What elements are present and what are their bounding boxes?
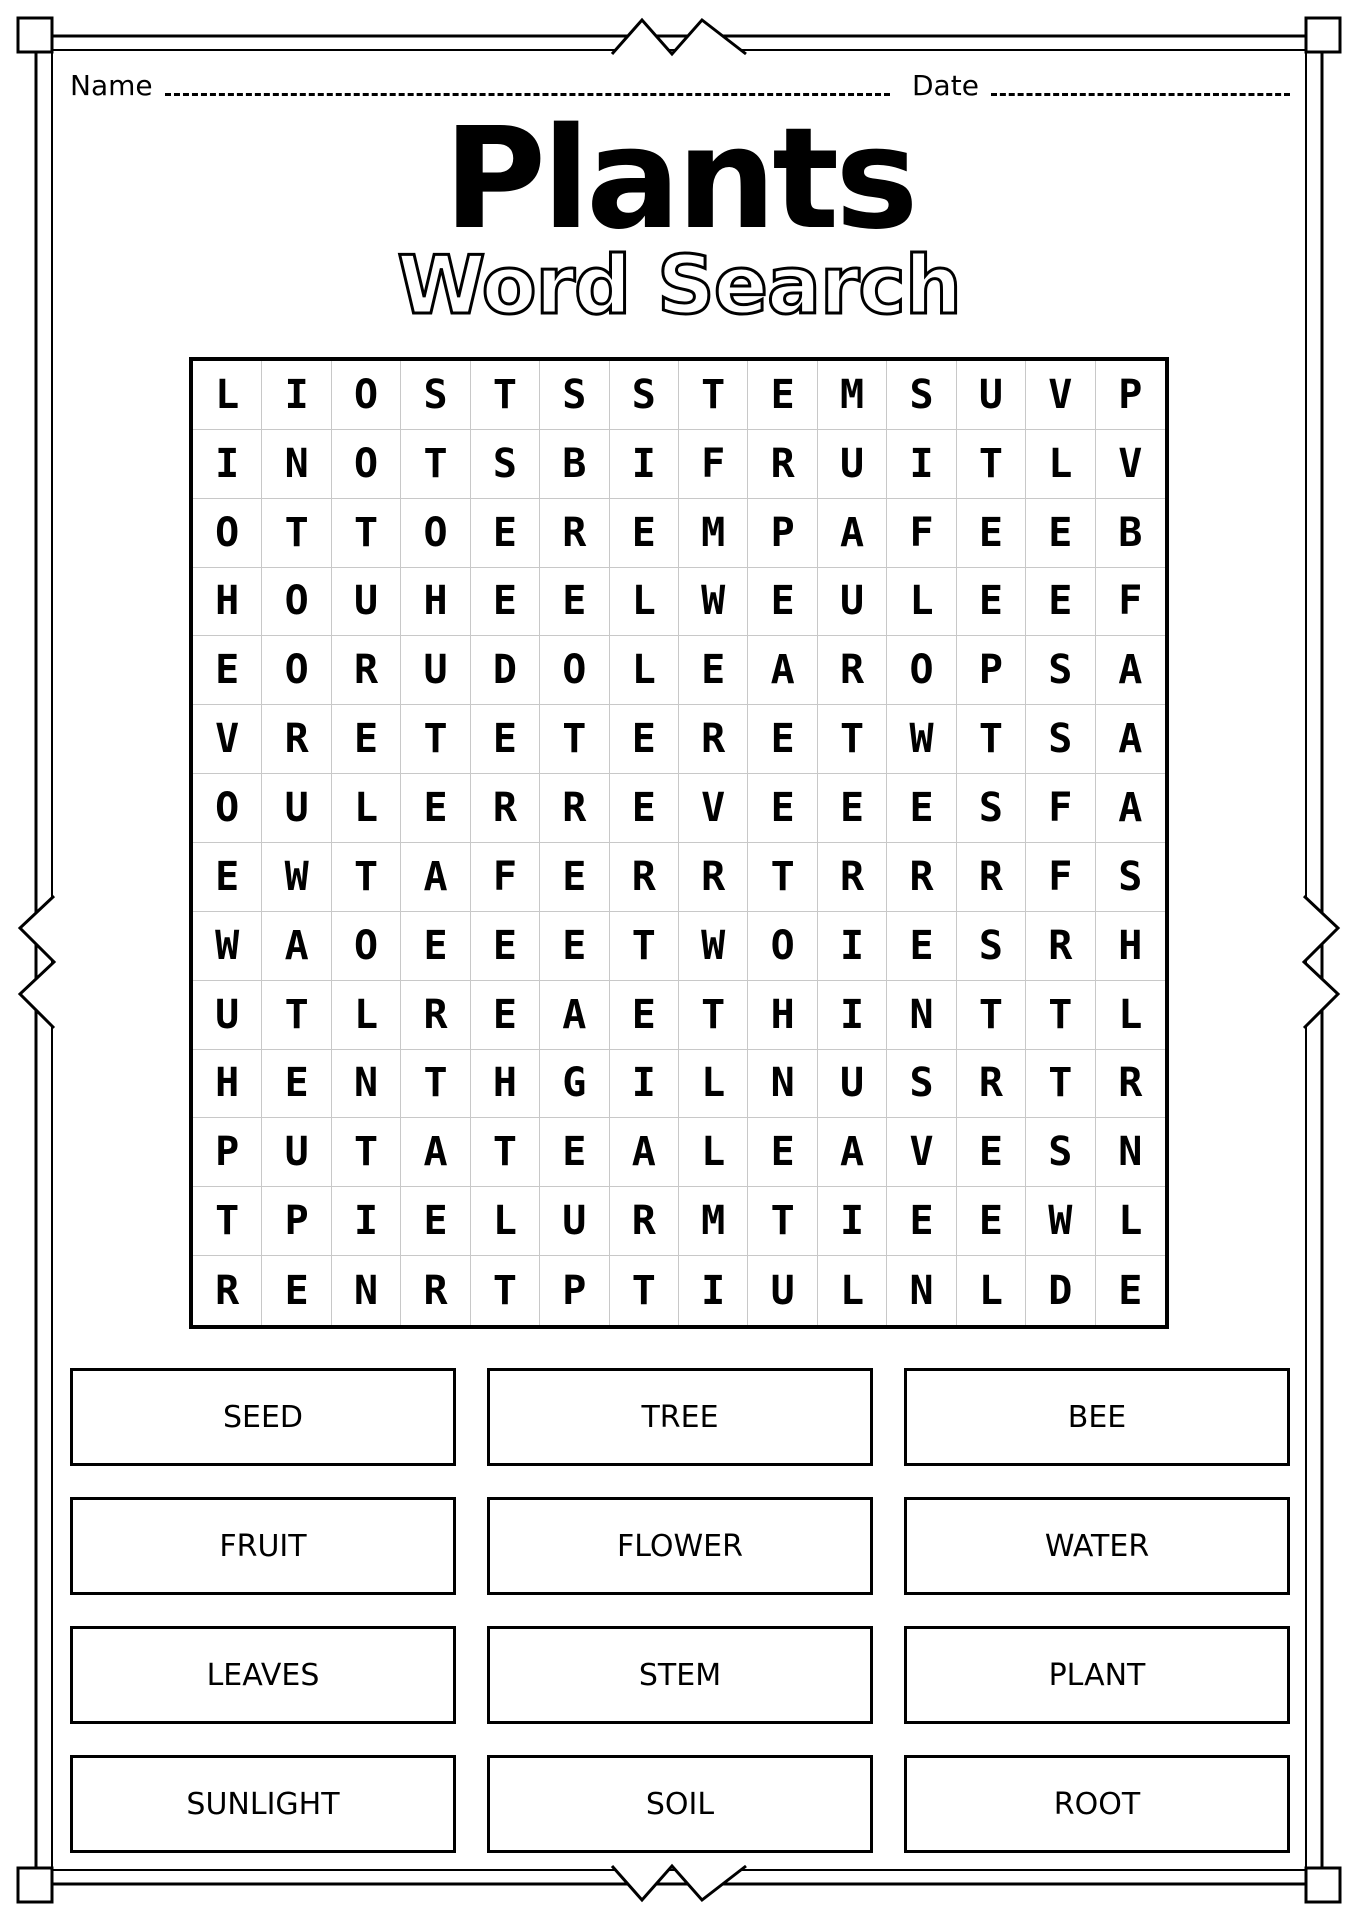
grid-cell[interactable]: E bbox=[887, 912, 956, 981]
grid-cell[interactable]: R bbox=[748, 430, 817, 499]
grid-cell[interactable]: I bbox=[610, 1050, 679, 1119]
grid-cell[interactable]: I bbox=[193, 430, 262, 499]
grid-cell[interactable]: N bbox=[332, 1050, 401, 1119]
word-bank-item: PLANT bbox=[904, 1626, 1290, 1724]
grid-cell[interactable]: U bbox=[332, 568, 401, 637]
grid-cell[interactable]: R bbox=[679, 843, 748, 912]
grid-cell[interactable]: H bbox=[748, 981, 817, 1050]
grid-cell[interactable]: E bbox=[818, 774, 887, 843]
grid-cell[interactable]: E bbox=[957, 499, 1026, 568]
grid-cell[interactable]: L bbox=[332, 774, 401, 843]
grid-cell[interactable]: T bbox=[332, 1118, 401, 1187]
grid-cell[interactable]: T bbox=[401, 1050, 470, 1119]
grid-cell[interactable]: A bbox=[262, 912, 331, 981]
grid-cell[interactable]: G bbox=[540, 1050, 609, 1119]
grid-cell[interactable]: U bbox=[748, 1256, 817, 1325]
date-field[interactable] bbox=[912, 62, 1290, 102]
grid-cell[interactable]: V bbox=[887, 1118, 956, 1187]
grid-cell[interactable]: E bbox=[610, 705, 679, 774]
grid-cell[interactable]: R bbox=[887, 843, 956, 912]
grid-cell[interactable]: B bbox=[1096, 499, 1165, 568]
grid-cell[interactable]: L bbox=[887, 568, 956, 637]
grid-cell[interactable]: R bbox=[1096, 1050, 1165, 1119]
grid-cell[interactable]: H bbox=[193, 1050, 262, 1119]
grid-cell[interactable]: R bbox=[401, 1256, 470, 1325]
grid-cell[interactable]: L bbox=[957, 1256, 1026, 1325]
grid-cell[interactable]: R bbox=[957, 843, 1026, 912]
grid-cell[interactable]: E bbox=[193, 636, 262, 705]
grid-cell[interactable]: A bbox=[818, 1118, 887, 1187]
grid-cell[interactable]: F bbox=[887, 499, 956, 568]
grid-cell[interactable]: I bbox=[887, 430, 956, 499]
date-blank-line[interactable] bbox=[991, 93, 1290, 96]
grid-cell[interactable]: L bbox=[610, 568, 679, 637]
grid-cell[interactable]: A bbox=[540, 981, 609, 1050]
grid-cell[interactable]: T bbox=[1026, 1050, 1095, 1119]
grid-cell[interactable]: E bbox=[332, 705, 401, 774]
grid-cell[interactable]: B bbox=[540, 430, 609, 499]
grid-cell[interactable]: E bbox=[471, 705, 540, 774]
word-bank-item: WATER bbox=[904, 1497, 1290, 1595]
grid-cell[interactable]: E bbox=[887, 1187, 956, 1256]
grid-cell[interactable]: P bbox=[1096, 361, 1165, 430]
grid-cell[interactable]: S bbox=[887, 361, 956, 430]
grid-cell[interactable]: N bbox=[1096, 1118, 1165, 1187]
grid-cell[interactable]: O bbox=[262, 636, 331, 705]
grid-cell[interactable]: S bbox=[957, 774, 1026, 843]
grid-cell[interactable]: U bbox=[818, 1050, 887, 1119]
word-bank-item: STEM bbox=[487, 1626, 873, 1724]
word-bank-item: BEE bbox=[904, 1368, 1290, 1466]
grid-cell[interactable]: N bbox=[887, 981, 956, 1050]
grid-cell[interactable]: T bbox=[332, 843, 401, 912]
grid-cell[interactable]: P bbox=[957, 636, 1026, 705]
grid-cell[interactable]: A bbox=[401, 1118, 470, 1187]
grid-cell[interactable]: V bbox=[193, 705, 262, 774]
grid-cell[interactable]: O bbox=[332, 361, 401, 430]
grid-cell[interactable]: F bbox=[1026, 843, 1095, 912]
grid-cell[interactable]: T bbox=[471, 1118, 540, 1187]
grid-cell[interactable]: U bbox=[540, 1187, 609, 1256]
grid-cell[interactable]: T bbox=[193, 1187, 262, 1256]
grid-cell[interactable]: E bbox=[471, 499, 540, 568]
grid-cell[interactable]: E bbox=[540, 568, 609, 637]
grid-cell[interactable]: L bbox=[610, 636, 679, 705]
date-label: Date bbox=[912, 69, 979, 102]
grid-cell[interactable]: E bbox=[957, 1118, 1026, 1187]
grid-cell[interactable]: T bbox=[748, 1187, 817, 1256]
grid-cell[interactable]: D bbox=[1026, 1256, 1095, 1325]
grid-cell[interactable]: L bbox=[193, 361, 262, 430]
grid-cell[interactable]: E bbox=[957, 1187, 1026, 1256]
grid-cell[interactable]: R bbox=[610, 1187, 679, 1256]
grid-cell[interactable]: D bbox=[471, 636, 540, 705]
grid-cell[interactable]: I bbox=[818, 1187, 887, 1256]
grid-cell[interactable]: R bbox=[540, 499, 609, 568]
grid-cell[interactable]: O bbox=[748, 912, 817, 981]
grid-cell[interactable]: T bbox=[262, 499, 331, 568]
grid-cell[interactable]: U bbox=[818, 568, 887, 637]
grid-cell[interactable]: M bbox=[818, 361, 887, 430]
word-bank-item: LEAVES bbox=[70, 1626, 456, 1724]
grid-cell[interactable]: E bbox=[401, 1187, 470, 1256]
grid-cell[interactable]: E bbox=[471, 912, 540, 981]
grid-cell[interactable]: F bbox=[1096, 568, 1165, 637]
grid-cell[interactable]: U bbox=[957, 361, 1026, 430]
grid-cell[interactable]: P bbox=[193, 1118, 262, 1187]
grid-cell[interactable]: E bbox=[193, 843, 262, 912]
grid-cell[interactable]: W bbox=[887, 705, 956, 774]
grid-cell[interactable]: L bbox=[679, 1050, 748, 1119]
grid-cell[interactable]: O bbox=[262, 568, 331, 637]
name-field[interactable] bbox=[70, 62, 890, 102]
grid-cell[interactable]: L bbox=[679, 1118, 748, 1187]
grid-cell[interactable]: H bbox=[193, 568, 262, 637]
grid-cell[interactable]: E bbox=[748, 361, 817, 430]
grid-cell[interactable]: V bbox=[679, 774, 748, 843]
grid-cell[interactable]: S bbox=[1026, 705, 1095, 774]
grid-cell[interactable]: N bbox=[887, 1256, 956, 1325]
grid-cell[interactable]: E bbox=[540, 843, 609, 912]
grid-cell[interactable]: U bbox=[401, 636, 470, 705]
grid-cell[interactable]: S bbox=[471, 430, 540, 499]
grid-cell[interactable]: H bbox=[471, 1050, 540, 1119]
grid-cell[interactable]: A bbox=[748, 636, 817, 705]
grid-cell[interactable]: T bbox=[679, 361, 748, 430]
grid-cell[interactable]: A bbox=[1096, 705, 1165, 774]
grid-cell[interactable]: T bbox=[957, 705, 1026, 774]
word-bank-item: SUNLIGHT bbox=[70, 1755, 456, 1853]
word-bank-item: SOIL bbox=[487, 1755, 873, 1853]
grid-cell[interactable]: U bbox=[262, 1118, 331, 1187]
grid-cell[interactable]: A bbox=[818, 499, 887, 568]
grid-cell[interactable]: W bbox=[262, 843, 331, 912]
grid-cell[interactable]: R bbox=[1026, 912, 1095, 981]
grid-cell[interactable]: T bbox=[679, 981, 748, 1050]
grid-cell[interactable]: L bbox=[1026, 430, 1095, 499]
grid-cell[interactable]: W bbox=[1026, 1187, 1095, 1256]
grid-cell[interactable]: O bbox=[887, 636, 956, 705]
grid-cell[interactable]: E bbox=[471, 981, 540, 1050]
grid-cell[interactable]: R bbox=[957, 1050, 1026, 1119]
grid-cell[interactable]: T bbox=[332, 499, 401, 568]
word-bank-item: TREE bbox=[487, 1368, 873, 1466]
grid-cell[interactable]: O bbox=[540, 636, 609, 705]
grid-cell[interactable]: E bbox=[748, 705, 817, 774]
grid-cell[interactable]: R bbox=[818, 843, 887, 912]
grid-cell[interactable]: T bbox=[610, 1256, 679, 1325]
grid-cell[interactable]: T bbox=[262, 981, 331, 1050]
grid-cell[interactable]: L bbox=[471, 1187, 540, 1256]
grid-cell[interactable]: E bbox=[748, 568, 817, 637]
grid-cell[interactable]: E bbox=[401, 774, 470, 843]
grid-cell[interactable]: T bbox=[471, 361, 540, 430]
grid-cell[interactable]: O bbox=[332, 430, 401, 499]
grid-cell[interactable]: R bbox=[401, 981, 470, 1050]
word-search-grid[interactable] bbox=[189, 357, 1169, 1329]
grid-cell[interactable]: R bbox=[818, 636, 887, 705]
grid-cell[interactable]: T bbox=[818, 705, 887, 774]
grid-cell[interactable]: I bbox=[262, 361, 331, 430]
grid-cell[interactable]: S bbox=[610, 361, 679, 430]
grid-cell[interactable]: S bbox=[540, 361, 609, 430]
grid-cell[interactable]: T bbox=[540, 705, 609, 774]
grid-cell[interactable]: E bbox=[471, 568, 540, 637]
grid-cell[interactable]: R bbox=[471, 774, 540, 843]
grid-cell[interactable]: F bbox=[1026, 774, 1095, 843]
grid-cell[interactable]: O bbox=[193, 774, 262, 843]
grid-cell[interactable]: E bbox=[540, 1118, 609, 1187]
grid-cell[interactable]: E bbox=[1026, 499, 1095, 568]
grid-cell[interactable]: E bbox=[679, 636, 748, 705]
grid-cell[interactable]: W bbox=[193, 912, 262, 981]
grid-cell[interactable]: P bbox=[540, 1256, 609, 1325]
grid-cell[interactable]: R bbox=[679, 705, 748, 774]
grid-cell[interactable]: E bbox=[748, 774, 817, 843]
grid-cell[interactable]: N bbox=[332, 1256, 401, 1325]
grid-cell[interactable]: H bbox=[1096, 912, 1165, 981]
grid-cell[interactable]: T bbox=[748, 843, 817, 912]
grid-cell[interactable]: S bbox=[401, 361, 470, 430]
name-label: Name bbox=[70, 69, 153, 102]
grid-cell[interactable]: E bbox=[957, 568, 1026, 637]
grid-cell[interactable]: I bbox=[610, 430, 679, 499]
grid-cell[interactable]: V bbox=[1096, 430, 1165, 499]
grid-cell[interactable]: A bbox=[610, 1118, 679, 1187]
word-bank-item: ROOT bbox=[904, 1755, 1290, 1853]
grid-cell[interactable]: I bbox=[679, 1256, 748, 1325]
page-subtitle: Word Search bbox=[397, 239, 961, 332]
name-blank-line[interactable] bbox=[165, 93, 890, 96]
grid-cell[interactable]: L bbox=[332, 981, 401, 1050]
grid-cell[interactable]: A bbox=[1096, 636, 1165, 705]
grid-cell[interactable]: I bbox=[818, 912, 887, 981]
grid-cell[interactable]: H bbox=[401, 568, 470, 637]
grid-cell[interactable]: T bbox=[957, 430, 1026, 499]
grid-cell[interactable]: V bbox=[1026, 361, 1095, 430]
grid-cell[interactable]: T bbox=[401, 705, 470, 774]
grid-cell[interactable]: S bbox=[887, 1050, 956, 1119]
grid-cell[interactable]: U bbox=[262, 774, 331, 843]
grid-cell[interactable]: F bbox=[679, 430, 748, 499]
word-bank bbox=[70, 1368, 1290, 1853]
grid-cell[interactable]: E bbox=[610, 499, 679, 568]
grid-cell[interactable]: A bbox=[401, 843, 470, 912]
grid-cell[interactable]: F bbox=[471, 843, 540, 912]
grid-cell[interactable]: W bbox=[679, 912, 748, 981]
grid-cell[interactable]: E bbox=[540, 912, 609, 981]
grid-cell[interactable]: E bbox=[887, 774, 956, 843]
grid-cell[interactable]: O bbox=[193, 499, 262, 568]
word-bank-item: FLOWER bbox=[487, 1497, 873, 1595]
word-bank-item: SEED bbox=[70, 1368, 456, 1466]
grid-cell[interactable]: S bbox=[957, 912, 1026, 981]
grid-cell[interactable]: E bbox=[748, 1118, 817, 1187]
grid-cell[interactable]: I bbox=[332, 1187, 401, 1256]
grid-cell[interactable]: R bbox=[610, 843, 679, 912]
grid-cell[interactable]: N bbox=[748, 1050, 817, 1119]
word-bank-item: FRUIT bbox=[70, 1497, 456, 1595]
grid-cell[interactable]: S bbox=[1026, 636, 1095, 705]
grid-cell[interactable]: S bbox=[1096, 843, 1165, 912]
grid-cell[interactable]: A bbox=[1096, 774, 1165, 843]
grid-cell[interactable]: E bbox=[401, 912, 470, 981]
grid-cell[interactable]: U bbox=[193, 981, 262, 1050]
grid-cell[interactable]: N bbox=[262, 430, 331, 499]
grid-cell[interactable]: M bbox=[679, 1187, 748, 1256]
grid-cell[interactable]: E bbox=[1026, 568, 1095, 637]
grid-cell[interactable]: R bbox=[262, 705, 331, 774]
grid-cell[interactable]: R bbox=[540, 774, 609, 843]
grid-cell[interactable]: U bbox=[818, 430, 887, 499]
page-title: Plants bbox=[443, 98, 915, 261]
grid-cell[interactable]: S bbox=[1026, 1118, 1095, 1187]
grid-cell[interactable]: O bbox=[332, 912, 401, 981]
grid-cell[interactable]: E bbox=[610, 981, 679, 1050]
grid-cell[interactable]: L bbox=[818, 1256, 887, 1325]
grid-cell[interactable]: E bbox=[262, 1256, 331, 1325]
grid-cell[interactable]: M bbox=[679, 499, 748, 568]
grid-cell[interactable]: T bbox=[471, 1256, 540, 1325]
grid-cell[interactable]: L bbox=[1096, 981, 1165, 1050]
grid-cell[interactable]: P bbox=[748, 499, 817, 568]
grid-cell[interactable]: R bbox=[193, 1256, 262, 1325]
grid-cell[interactable]: R bbox=[332, 636, 401, 705]
grid-cell[interactable]: E bbox=[1118, 1267, 1143, 1314]
grid-cell[interactable]: T bbox=[401, 430, 470, 499]
grid-cell[interactable]: E bbox=[610, 774, 679, 843]
grid-cell[interactable]: I bbox=[818, 981, 887, 1050]
grid-cell[interactable]: T bbox=[957, 981, 1026, 1050]
grid-cell[interactable]: E bbox=[262, 1050, 331, 1119]
grid-cell[interactable]: T bbox=[1026, 981, 1095, 1050]
grid-cell[interactable]: L bbox=[1096, 1187, 1165, 1256]
grid-cell[interactable]: O bbox=[401, 499, 470, 568]
grid-cell[interactable]: W bbox=[679, 568, 748, 637]
grid-cell[interactable]: T bbox=[610, 912, 679, 981]
grid-cell[interactable]: P bbox=[262, 1187, 331, 1256]
